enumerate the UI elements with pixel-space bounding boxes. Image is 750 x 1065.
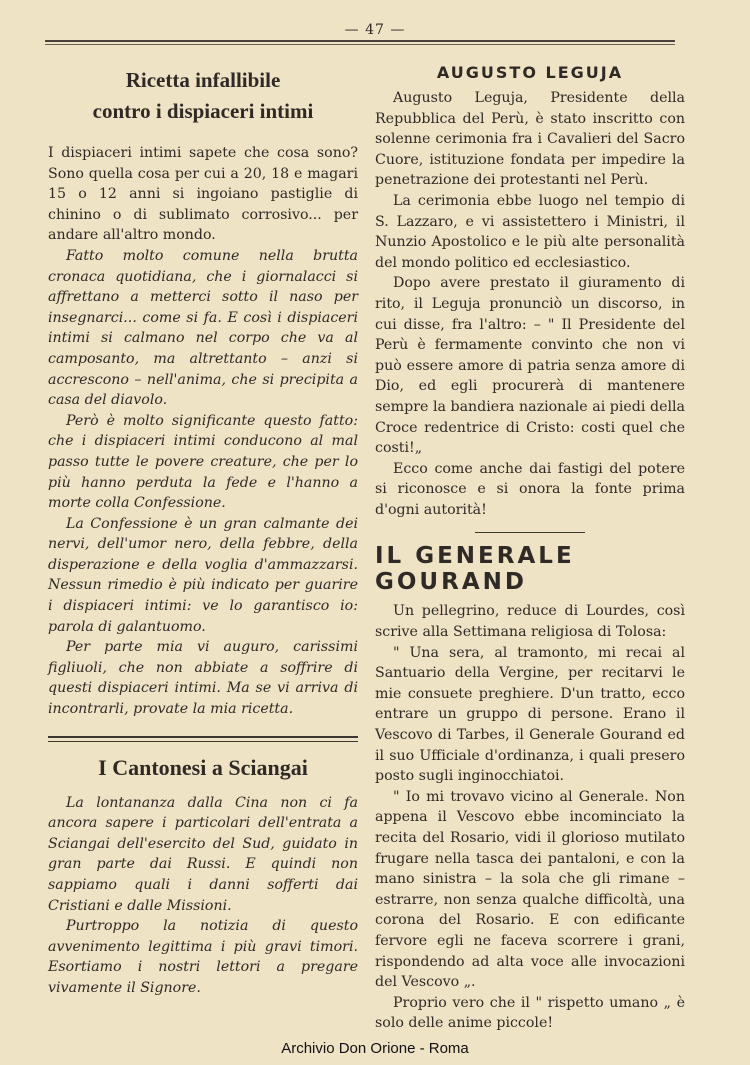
header-rule-thin [45,44,675,45]
paragraph: Augusto Leguja, Presidente della Repubblica del Perù, è stato inscritto con solenne cerimonia fra i Cavalieri del Sacro Cuore, istituzione fondata per impedire la penetrazione dei protestanti nel Perù. [375,90,685,189]
article-title-gourand: IL GENERALE GOURAND [375,543,575,596]
paragraph: " Una sera, al tramonto, mi recai al Santuario della Vergine, per recitarvi le mie consuete preghiere. D'un tratto, ecco entrare un gruppo di persone. Erano il Vescovo di Tarbes, il Generale Gourand ed il suo Ufficiale d'ordinanza, i quali presero posto sugli inginocchiatoi. [375,644,685,785]
left-column [48,55,358,999]
section-divider [48,736,358,742]
paragraph: Ecco come anche dai fastigi del potere si riconosce e si onora la fonte prima d'ogni autorità! [375,460,685,518]
paragraph: Proprio vero che il " rispetto umano „ è solo delle anime piccole! [375,994,685,1032]
paragraph: Però è molto significante questo fatto: che i dispiaceri intimi conducono al mal passo tutte le povere creature, che per lo più hanno perduta la fede e l'hanno a morte colla Confessione. [48,412,358,512]
article-title-line-1: Ricetta infallibile [125,68,281,92]
paragraph: Per parte mia vi auguro, carissimi figliuoli, che non abbiate a soffrire di questi dispiaceri intimi. Ma se vi arriva di incontrarli, provate la mia ricetta. [48,639,358,718]
paragraph: " Io mi trovavo vicino al Generale. Non appena il Vescovo ebbe incominciato la recita del Rosario, vidi il glorioso mutilato frugare nella tasca dei pantaloni, e con la mano sinistra – la sola che gli rimane – estrarre, non senza qualche difficoltà, una corona del Rosario. E con edificante fervore egli ne faceva scorrere i grani, rispondendo ad alta voce alle invocazioni del Vescovo „. [375,788,685,991]
article-title-line-2: contro i dispiaceri intimi [92,99,314,123]
paragraph: La Confessione è un gran calmante dei nervi, dell'umor nero, della febbre, della disperazione e della voglia d'ammazzarsi. Nessun rimedio è più indicato per guarire i dispiaceri intimi: ve lo garantisco io: parola di galantuomo. [48,515,358,635]
section-divider [475,532,585,533]
paragraph: Dopo avere prestato il giuramento di rito, il Leguja pronunciò un discorso, in cui disse, fra l'altro: – " Il Presidente del Perù è fermamente convinto che non vi può essere amore di patria senza amore di Dio, ed egli procurerà di mantenere sempre la bandiera nazionale ai piedi della Croce redentrice di Cristo: costi quel che costi!„ [375,275,685,457]
paragraph: La cerimonia ebbe luogo nel tempio di S. Lazzaro, e vi assistettero i Ministri, il Nunzio Apostolico e le più alte personalità del mondo politico ed ecclesiastico. [375,192,685,271]
paragraph: Purtroppo la notizia di questo avvenimento legittima i più gravi timori. Esortiamo i nostri lettori a pregare vivamente il Signore. [48,918,358,996]
paragraph: La lontananza dalla Cina non ci fa ancora sapere i particolari dell'entrata a Sciangai dell'esercito del Sud, guidato in gran parte dai Russi. E quindi non sappiamo quali i danni sofferti dai Cristiani e dalle Missioni. [48,794,358,914]
paragraph: I dispiaceri intimi sapete che cosa sono? Sono quella cosa per cui a 20, 18 e magari 15 o 12 anni si ingoiano pastiglie di chinino o di sublimato corrosivo... per andare all'altro mondo. [48,145,358,244]
article-title-leguja: AUGUSTO LEGUJA [436,63,624,82]
archive-footer: Archivio Don Orione - Roma [281,1040,469,1057]
header-rule [45,40,675,42]
right-column [375,55,685,1034]
article-title-cantonesi: I Cantonesi a Sciangai [98,754,308,780]
paragraph: Un pellegrino, reduce di Lourdes, così scrive alla Settimana religiosa di Tolosa: [375,603,685,641]
paragraph: Fatto molto comune nella brutta cronaca quotidiana, che i giornalacci si affrettano a metterci sotto il naso per insegnarci... come si fa. E così i dispiaceri intimi si calmano nel corpo che va al camposanto, ma altrettanto – anzi si accrescono – nell'anima, che si precipita a casa del diavolo. [48,247,358,409]
page-number: — 47 — [344,22,406,38]
article-title-ricetta [48,65,358,127]
